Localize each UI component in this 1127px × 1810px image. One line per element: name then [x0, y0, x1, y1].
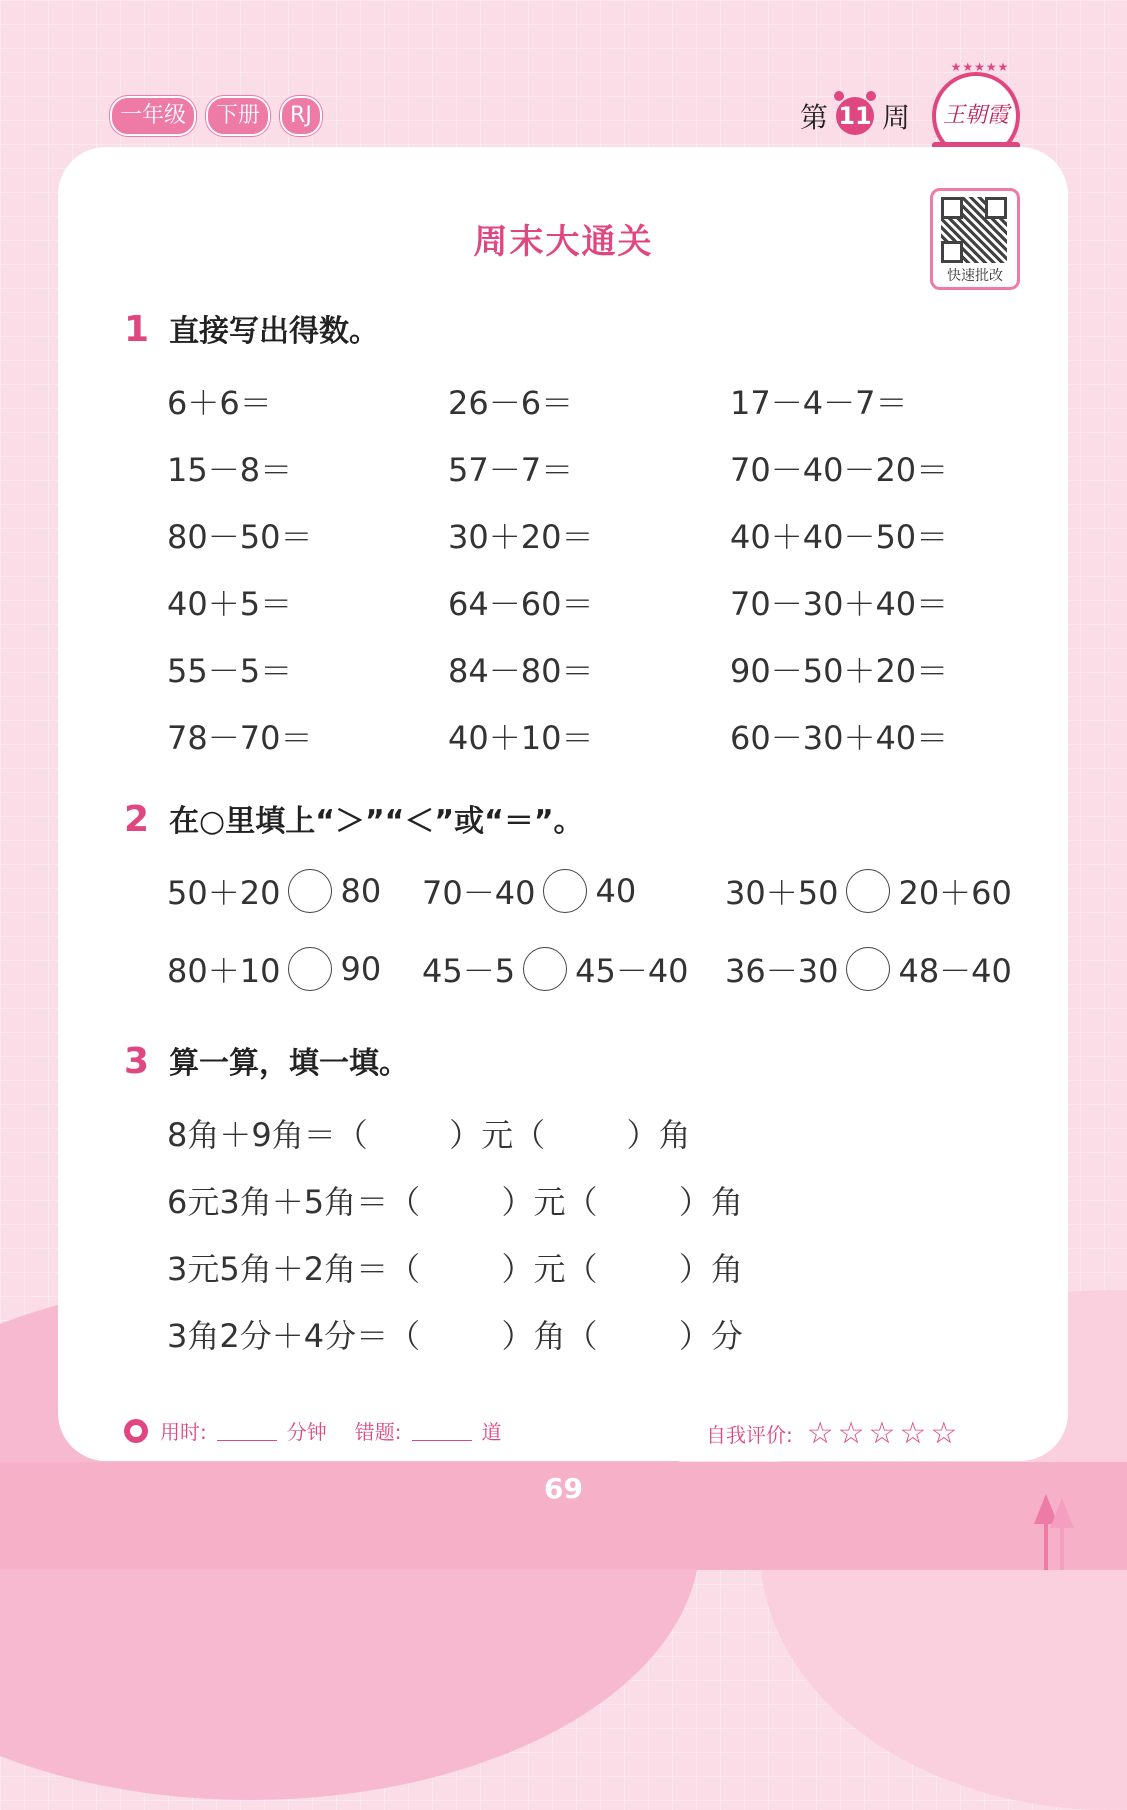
section-1-title: 直接写出得数。 [169, 314, 380, 349]
week-label [800, 96, 910, 136]
calc-item: 80－50＝ [167, 518, 313, 556]
self-evaluation [706, 1416, 961, 1451]
compare-item [725, 868, 1012, 914]
compare-right: 80 [340, 872, 382, 910]
section-1-heading [124, 306, 379, 350]
section-1-number: 1 [124, 309, 150, 350]
time-unit: 分钟 [286, 1420, 327, 1444]
errors-blank[interactable] [412, 1420, 472, 1441]
answer-circle[interactable] [846, 869, 890, 913]
answer-circle[interactable] [288, 947, 332, 991]
compare-left: 36－30 [725, 952, 839, 990]
compare-left: 80＋10 [167, 952, 281, 990]
qr-caption: 快速批改 [947, 268, 1003, 284]
qr-code-icon [941, 197, 1007, 263]
compare-right: 40 [595, 872, 637, 910]
calc-row [0, 646, 1127, 696]
compare-right: 48－40 [898, 952, 1012, 990]
calc-row [0, 579, 1127, 629]
answer-circle[interactable] [846, 947, 890, 991]
compare-row [0, 946, 1127, 996]
errors-unit: 道 [481, 1420, 502, 1444]
compare-left: 50＋20 [167, 874, 281, 912]
tag-grade: 一年级 [110, 96, 196, 136]
compare-row [0, 868, 1127, 918]
answer-circle[interactable] [288, 869, 332, 913]
compare-item [167, 946, 381, 992]
page-title: 周末大通关 [473, 222, 654, 262]
calc-item: 70－40－20＝ [730, 451, 949, 489]
page-number: 69 [544, 1472, 583, 1505]
calc-item: 90－50＋20＝ [730, 652, 949, 690]
stopwatch-icon [124, 1419, 148, 1443]
calc-row [0, 378, 1127, 428]
answer-circle[interactable] [523, 947, 567, 991]
section-2-number: 2 [124, 799, 150, 840]
calc-item: 78－70＝ [167, 719, 313, 757]
section-2-heading [124, 796, 584, 840]
calc-item: 70－30＋40＝ [730, 585, 949, 623]
calc-row [0, 445, 1127, 495]
tag-volume: 下册 [206, 96, 270, 136]
errors-label: 错题: [354, 1420, 402, 1444]
time-blank[interactable] [217, 1420, 277, 1441]
eval-label: 自我评价: [706, 1423, 793, 1447]
calc-item: 40＋5＝ [167, 585, 293, 623]
money-problem[interactable]: 3元5角＋2角＝（ ）元（ ）角 [167, 1250, 743, 1288]
compare-item [422, 868, 636, 914]
week-number-badge: 11 [836, 97, 874, 135]
calc-item: 15－8＝ [167, 451, 293, 489]
money-problem[interactable]: 8角＋9角＝（ ）元（ ）角 [167, 1116, 691, 1154]
calc-item: 30＋20＝ [448, 518, 594, 556]
calc-item: 17－4－7＝ [730, 384, 908, 422]
star-rating[interactable]: ☆☆☆☆☆ [806, 1416, 962, 1451]
arrow-decoration-icon [1030, 1492, 1080, 1570]
compare-item [422, 946, 689, 992]
answer-circle[interactable] [543, 869, 587, 913]
calc-item: 57－7＝ [448, 451, 574, 489]
calc-item: 55－5＝ [167, 652, 293, 690]
compare-left: 45－5 [422, 952, 516, 990]
week-prefix: 第 [800, 101, 829, 134]
compare-left: 70－40 [422, 874, 536, 912]
section-3-heading [124, 1038, 409, 1082]
section-2-title: 在○里填上“＞”“＜”或“＝”。 [169, 804, 584, 839]
qr-code-box[interactable] [930, 188, 1020, 290]
section-3-title: 算一算，填一填。 [169, 1046, 410, 1081]
money-problem[interactable]: 3角2分＋4分＝（ ）角（ ）分 [167, 1317, 743, 1355]
seal-stars-icon: ★★★★★ [950, 60, 1010, 74]
calc-item: 64－60＝ [448, 585, 594, 623]
compare-right: 20＋60 [898, 874, 1012, 912]
calc-item: 40＋40－50＝ [730, 518, 949, 556]
grade-tags [110, 96, 322, 136]
calc-item: 40＋10＝ [448, 719, 594, 757]
calc-item: 60－30＋40＝ [730, 719, 949, 757]
time-label: 用时: [160, 1420, 207, 1444]
footer-timer [124, 1416, 502, 1445]
calc-item: 26－6＝ [448, 384, 574, 422]
compare-right: 45－40 [575, 952, 689, 990]
section-3-number: 3 [124, 1041, 150, 1082]
compare-left: 30＋50 [725, 874, 839, 912]
calc-item: 6＋6＝ [167, 384, 272, 422]
tag-edition: RJ [280, 96, 322, 136]
week-suffix: 周 [882, 101, 911, 134]
seal-name: 王朝霞 [942, 103, 1009, 128]
calc-row [0, 512, 1127, 562]
calc-row [0, 713, 1127, 763]
compare-right: 90 [340, 950, 382, 988]
calc-item: 84－80＝ [448, 652, 594, 690]
compare-item [167, 868, 381, 914]
money-problem[interactable]: 6元3角＋5角＝（ ）元（ ）角 [167, 1183, 743, 1221]
compare-item [725, 946, 1012, 992]
